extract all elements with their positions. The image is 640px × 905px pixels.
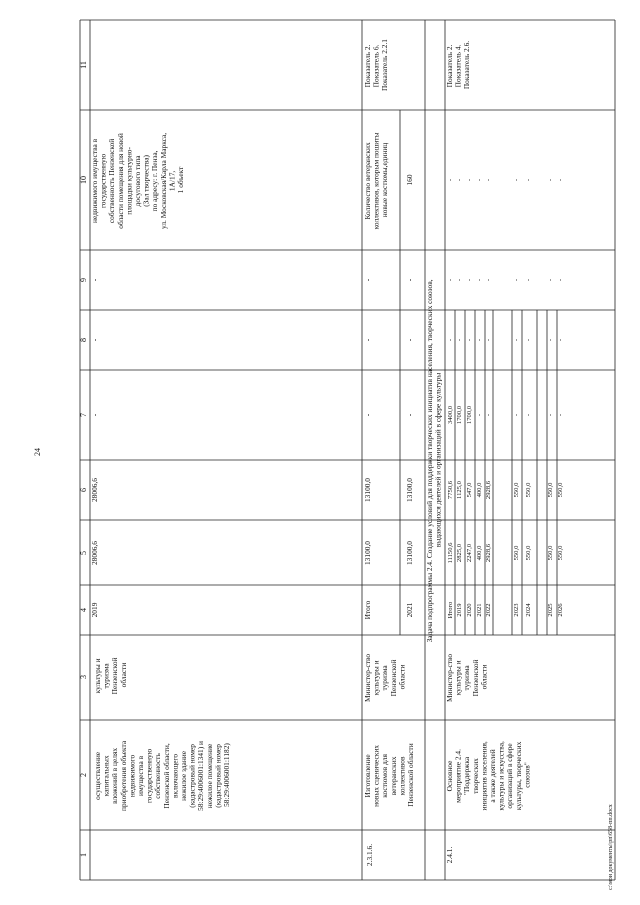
row-3-dash-cell: - [466,178,473,182]
row-3-dash-cell: - [557,338,564,342]
row-3-years-cell: 2025 [547,603,554,617]
row-3-regional-cell: 550,0 [557,482,564,498]
dash-cell: - [90,413,99,417]
task-heading: Задача подпрограммы 2.4. Создание условий для поддержки творческих инициатив населения, творческих союзов, выдающихся деятелей и организаций в сфере культуры [425,279,443,643]
column-number: 10 [79,176,88,184]
column-number: 5 [79,551,88,555]
dash-cell: - [90,338,99,342]
row-3-dash-cell: - [476,278,483,282]
dash-cell: - [405,338,414,342]
row-3-years-cell: 2026 [557,603,564,617]
row-code: 2.4.1. [445,846,454,864]
indicator-text: недвижимого имущества в государственную собственность Пензенской области помещения для новой площадки культурно- досугового типа (Зал творчества) по адресу: г. Пенза, ул. Московская/Карла Маркса, 1А/17, 1 объект [90,132,185,229]
dash-cell: - [363,413,372,417]
activity-text: осуществление капитальных вложений в целях приобретения объекта недвижимого имущества в государственную собственность Пензенской области, включающего нежилое здание (кадастровый номер 58:29:4006001:1341) и нежилое помещение (кадастровый номер 58:29:4006001:1182) [93,740,231,812]
row-3-federal-cell: - [547,413,554,417]
row-3-dash-cell: - [476,338,483,342]
row-3-years-cell: Итого [447,601,454,619]
column-number: 3 [79,675,88,679]
row-3-regional-cell: 550,0 [525,482,532,498]
row-3-totals-cell: 2928,6 [485,543,492,563]
indicator-value: 160 [405,174,414,186]
row-3-totals-cell: 11150,6 [447,542,454,564]
row-3-years-cell: 2019 [456,603,463,617]
row-3-regional-cell: 400,0 [476,482,483,498]
column-number: 1 [79,853,88,857]
row-3-years-cell: 2020 [466,603,473,617]
activity-text: Основное мероприятие 2.4. "Поддержка творческих инициатив населения, а также деятелей культуры и искусства, организаций в сфере культуры, творческих союзов" [445,741,532,811]
row-3-dash-cell: - [547,178,554,182]
row-3-dash-cell: - [456,178,463,182]
column-number: 4 [79,608,88,612]
row-3-federal-cell: - [513,413,520,417]
regional-sum: 13100,0 [363,477,372,503]
page-number: 24 [33,448,42,456]
row-3-totals-cell: 2247,0 [466,543,473,563]
dash-cell: - [405,413,414,417]
row-3-years-cell: 2023 [513,603,520,617]
total-sum: 28006,6 [90,540,99,566]
row-3 [445,41,564,864]
row-3-regional-cell: 550,0 [513,482,520,498]
regional-sum: 28006,6 [90,477,99,503]
regional-year-sum: 13100,0 [405,477,414,503]
dash-cell: - [90,278,99,282]
dash-cell: - [363,338,372,342]
row-3-regional-cell: 547,0 [466,482,473,498]
row-3-dash-cell: - [525,178,532,182]
row-3-regional-cell: 550,0 [547,482,554,498]
column-number: 11 [79,61,88,69]
row-3-dash-cell: - [485,278,492,282]
row-3-federal-cell: - [557,413,564,417]
row-3-federal-cell: 1700,0 [456,405,463,425]
row-3-totals-cell: 550,0 [513,545,520,561]
activity-text: Изготовление новых сценических костюмов для ветеранских коллективов Пензенской области [363,743,415,807]
total-sum: 13100,0 [363,540,372,566]
link-text: Показатель 2. Показатель 4. Показатель 2.6. [445,40,472,90]
row-3-dash-cell: - [466,338,473,342]
row-3-dash-cell: - [456,278,463,282]
row-3-totals-cell: 2825,0 [456,543,463,563]
row-3-dash-cell: - [513,338,520,342]
row-3-federal-cell: - [525,413,532,417]
row-3-regional-cell: 1125,0 [456,481,463,499]
row-3-values [447,179,564,618]
row-3-dash-cell: - [447,278,454,282]
row-code: 2.3.1.6. [365,843,374,867]
dash-cell: - [363,278,372,282]
row-3-dash-cell: - [513,178,520,182]
row-3-totals-cell: 550,0 [525,545,532,561]
row-3-dash-cell: - [557,178,564,182]
footer-path: c:\мои документы\рп\658-пп.docx [608,804,614,890]
row-3-federal-cell: - [476,413,483,417]
column-number: 9 [79,278,88,282]
row-3-federal-cell: - [485,413,492,417]
row-3-years-cell: 2021 [476,603,483,617]
executor-text: Министер-ство культуры и туризма Пензенской области [363,653,407,702]
row-3-dash-cell: - [466,278,473,282]
row-2 [363,39,415,866]
row-3-years-cell: 2022 [485,603,492,617]
link-text: Показатель 2. Показатель 6. Показатель 2.2.1 [363,39,390,91]
row-3-totals-cell: 550,0 [557,545,564,561]
row-3-totals-cell: 400,0 [476,545,483,561]
executor-text: Министер-ство культуры и туризма Пензенской области [445,653,489,702]
row-3-dash-cell: - [525,338,532,342]
row-3-dash-cell: - [476,178,483,182]
total-label: Итого [363,600,372,620]
row-3-years-cell: 2024 [525,603,532,617]
row-3-dash-cell: - [557,278,564,282]
row-3-regional-cell: 7750,6 [447,480,454,500]
column-number: 6 [79,488,88,492]
year-sum: 13100,0 [405,540,414,566]
row-1 [90,131,231,811]
column-number: 8 [79,338,88,342]
row-3-federal-cell: 1700,0 [466,405,473,425]
executor-text: культуры и туризма Пензенской области [93,657,128,695]
row-3-dash-cell: - [525,278,532,282]
year-text: 2019 [90,602,99,618]
column-number: 2 [79,773,88,777]
row-3-dash-cell: - [513,278,520,282]
row-3-dash-cell: - [485,338,492,342]
row-3-dash-cell: - [447,178,454,182]
row-3-dash-cell: - [456,338,463,342]
row-3-dash-cell: - [447,338,454,342]
column-number: 7 [79,413,88,417]
row-3-dash-cell: - [547,338,554,342]
year-text: 2021 [405,602,414,618]
row-3-totals-cell: 550,0 [547,545,554,561]
row-3-dash-cell: - [485,178,492,182]
row-3-regional-cell: 2928,6 [485,480,492,500]
row-3-federal-cell: 3400,0 [447,405,454,425]
row-3-dash-cell: - [547,278,554,282]
dash-cell: - [405,278,414,282]
indicator-title: Количество ветеранских коллективов, которым пошиты новые костюмы,единиц [363,132,390,230]
